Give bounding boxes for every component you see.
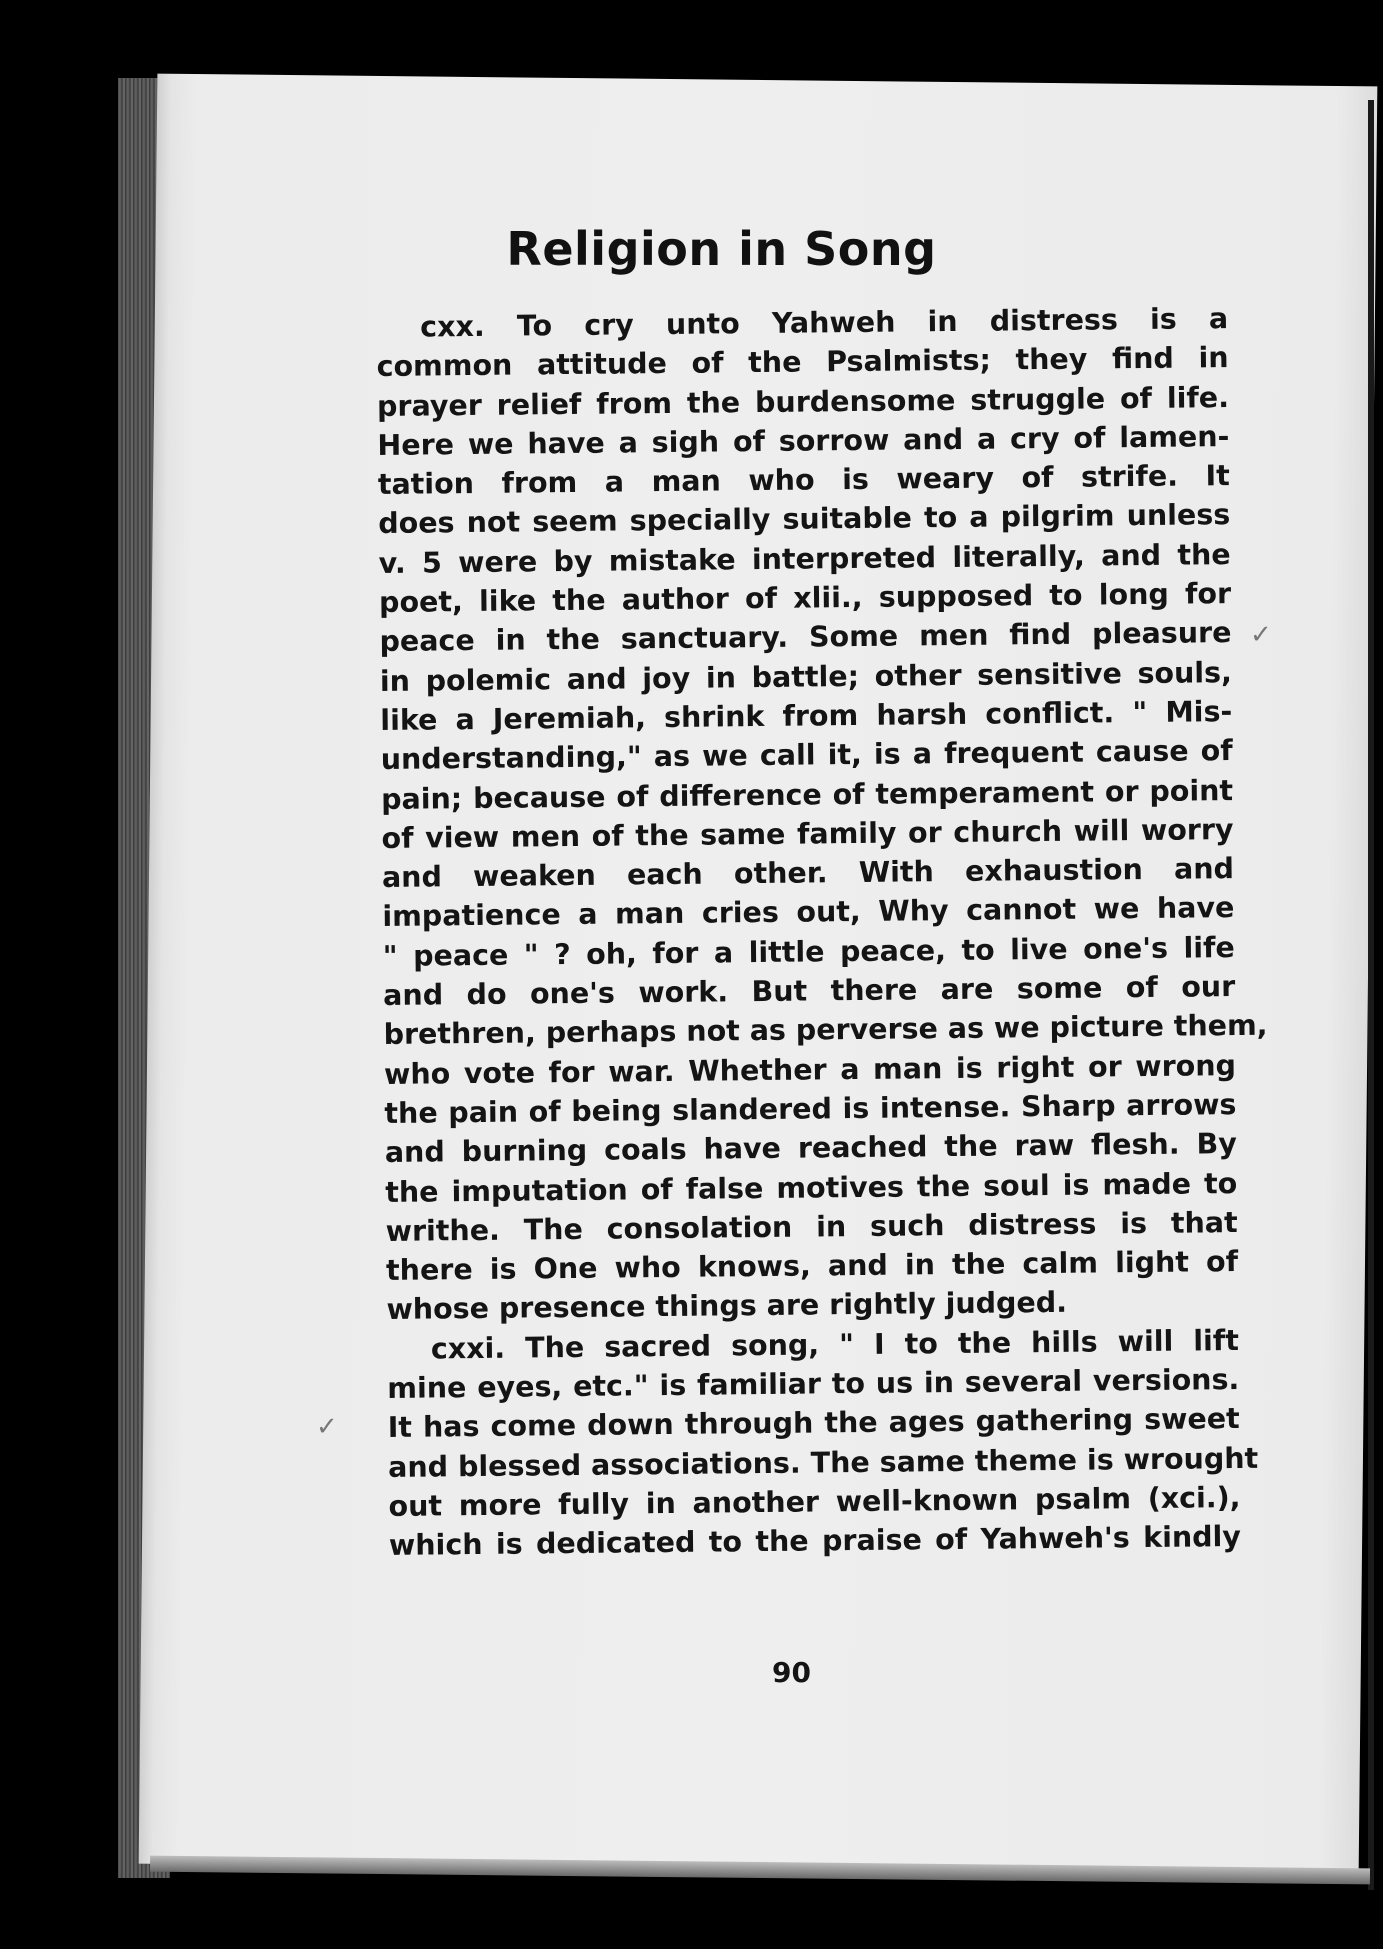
text-line: brethren, perhaps not as perverse as we picture them, bbox=[383, 1009, 1268, 1052]
text-line: in polemic and joy in battle; other sensitive souls, bbox=[379, 655, 1233, 698]
text-line: the imputation of false motives the soul is made to bbox=[385, 1166, 1238, 1209]
text-line: which is dedicated to the praise of Yahweh's kindly bbox=[388, 1520, 1242, 1563]
text-line: understanding," as we call it, is a frequent cause of bbox=[380, 734, 1233, 777]
text-line: like a Jeremiah, shrink from harsh conflict. " Mis- bbox=[380, 695, 1233, 737]
text-line: whose presence things are rightly judged. bbox=[386, 1286, 1068, 1327]
page-right-edge bbox=[1368, 100, 1374, 1890]
text-line: who vote for war. Whether a man is right or wrong bbox=[383, 1048, 1237, 1091]
text-line: there is One who knows, and in the calm light of bbox=[385, 1245, 1239, 1288]
text-line: out more fully in another well-known psalm (xci.), bbox=[388, 1480, 1241, 1523]
body-text bbox=[376, 299, 1268, 1565]
text-line: peace in the sanctuary. Some men find pleasure bbox=[379, 616, 1232, 659]
text-line: prayer relief from the burdensome struggle of life. bbox=[376, 380, 1230, 423]
margin-check-mark: ✓ bbox=[316, 1412, 338, 1442]
text-line: " peace " ? oh, for a little peace, to live one's life bbox=[382, 930, 1235, 973]
text-line: and do one's work. But there are some of our bbox=[383, 970, 1236, 1013]
running-head: Religion in Song bbox=[506, 222, 937, 276]
text-line: mine eyes, etc." is familiar to us in several versions. bbox=[387, 1363, 1240, 1405]
text-line: v. 5 were by mistake interpreted literally, and the bbox=[378, 537, 1231, 580]
text-line: tation from a man who is weary of strife. It bbox=[377, 459, 1230, 502]
text-line: does not seem specially suitable to a pilgrim unless bbox=[378, 498, 1231, 541]
text-line: pain; because of difference of temperament or point bbox=[380, 773, 1234, 816]
text-line: impatience a man cries out, Why cannot we have bbox=[382, 891, 1235, 934]
text-line: cxxi. The sacred song, " I to the hills will lift bbox=[430, 1323, 1240, 1366]
text-line: and weaken each other. With exhaustion and bbox=[381, 852, 1235, 895]
margin-check-mark: ✓ bbox=[1250, 620, 1272, 650]
text-line: writhe. The consolation in such distress is that bbox=[385, 1205, 1238, 1248]
text-line: and blessed associations. The same theme is wrought bbox=[387, 1441, 1259, 1484]
text-line: of view men of the same family or church will worry bbox=[381, 812, 1234, 855]
text-line: poet, like the author of xlii., supposed to long for bbox=[378, 577, 1232, 620]
text-line: common attitude of the Psalmists; they find in bbox=[376, 341, 1229, 384]
text-line: and burning coals have reached the raw flesh. By bbox=[384, 1127, 1237, 1170]
page-number: 90 bbox=[772, 1656, 811, 1689]
text-line: cxx. To cry unto Yahweh in distress is a bbox=[420, 302, 1229, 344]
text-line: the pain of being slandered is intense. Sharp arrows bbox=[384, 1087, 1237, 1130]
text-line: It has come down through the ages gathering sweet bbox=[387, 1402, 1240, 1445]
text-line: Here we have a sigh of sorrow and a cry of lamen- bbox=[377, 419, 1230, 462]
